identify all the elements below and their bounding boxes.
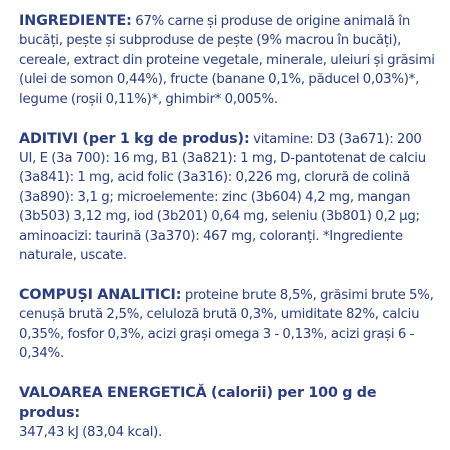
section-energy-heading: VALOAREA ENERGETICĂ (calorii) per 100 g de produs: — [19, 385, 377, 421]
section-additives-text: vitamine: D3 (3a671): 200 UI, E (3a 700): 16 mg, B1 (3a821): 1 mg, D-pantotenat de calciu (3a841): 1 mg, acid folic (3a316): 0,226 mg, clorură de colină (3a890): 3,1 g; microelemente: zinc (3b604) 4,2 mg, mangan (3b503) 3,12 mg, iod (3b201) 0,64 mg, seleniu (3b801) 0,2 µg; aminoacizi: taurină (3a370): 467 mg, coloranți. *Ingrediente naturale, uscate. — [19, 131, 426, 264]
section-energy — [19, 384, 435, 442]
section-analytical-text: proteine brute 8,5%, grăsimi brute 5%, cenușă brută 2,5%, celuloză brută 0,3%, umiditate 82%, calciu 0,35%, fosfor 0,3%, acizi grași omega 3 - 0,13%, acizi grași 6 - 0,34%. — [19, 288, 434, 362]
section-ingredients — [19, 12, 435, 109]
section-additives — [19, 130, 435, 266]
section-energy-text: 347,43 kJ (83,04 kcal). — [19, 425, 163, 441]
section-ingredients-heading: INGREDIENTE: — [19, 13, 132, 29]
section-ingredients-text: 67% carne și produse de origine animală în bucăți, pește și subproduse de pește (9% macrou în bucăți), cereale, extract din proteine vegetale, minerale, uleiuri și grăsimi (ulei de somon 0,44%), fructe (banane 0,1%, păducel 0,03%)*, legume (roșii 0,11%)*, ghimbir* 0,005%. — [19, 14, 435, 107]
section-analytical — [19, 286, 435, 364]
section-analytical-heading: COMPUȘI ANALITICI: — [19, 287, 182, 304]
section-additives-heading: ADITIVI (per 1 kg de produs): — [19, 130, 250, 147]
